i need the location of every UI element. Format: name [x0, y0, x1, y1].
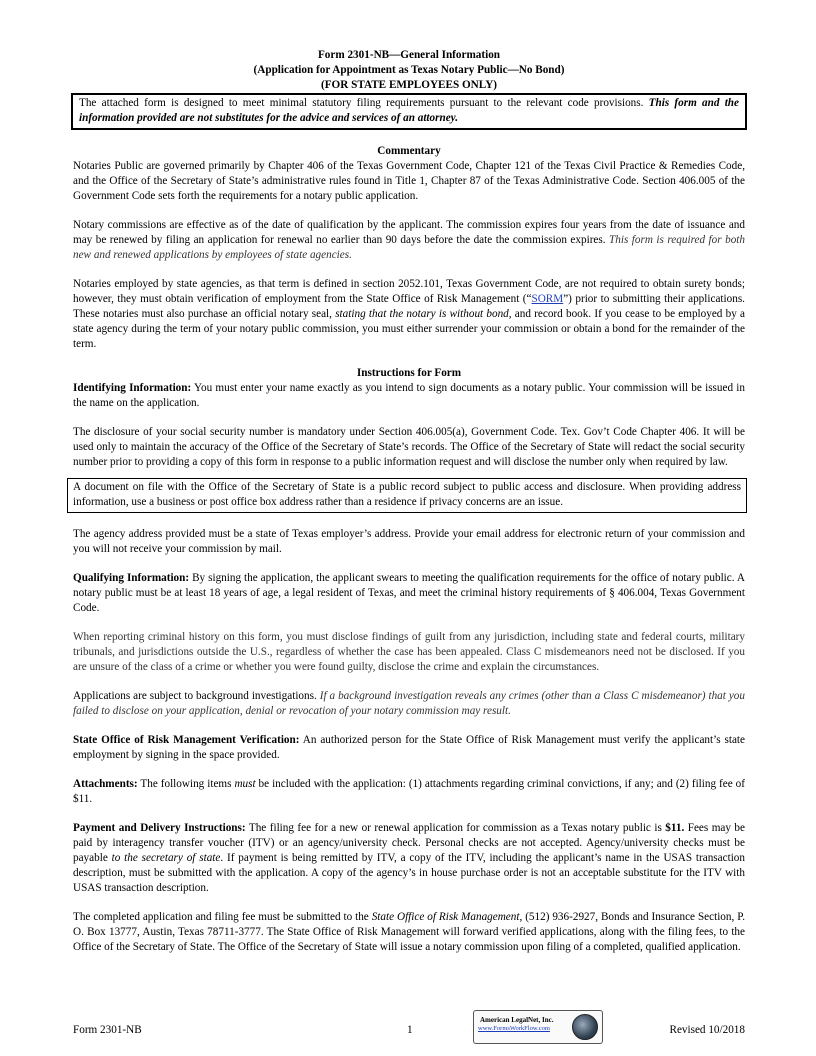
logo-url: www.FormsWorkFlow.com	[478, 1025, 550, 1032]
sorm-verification	[73, 733, 745, 763]
attachments-text-1: The following items	[137, 778, 235, 790]
footer-revised-date: Revised 10/2018	[669, 1024, 745, 1036]
commentary-p3-text-b: ”) prior to submitting their applications. These notaries must also purchase an official notary seal,	[73, 293, 745, 320]
attachments	[73, 777, 745, 807]
sorm-link[interactable]: SORM	[531, 293, 564, 305]
footer-form-id: Form 2301-NB	[73, 1024, 142, 1036]
identifying-information	[73, 381, 745, 411]
criminal-history-text: When reporting criminal history on this form, you must disclose findings of guilt from any jurisdiction, including state and federal courts, military tribunals, and jurisdictions outside the U.S., regardless of whether the case has been appealed. Class C misdemeanors need not be disclosed. If you are unsure of the class of a crime or whether you were found guilty, disclose the crime and explain the circumstances.	[73, 631, 745, 673]
attachments-text-2: be included with the application: (1) attachments regarding criminal convictions, if any; and (2) filing fee of $11.	[73, 778, 745, 805]
identifying-text: You must enter your name exactly as you intend to sign documents as a notary public. Your commission will be issued in the name on the application.	[73, 382, 745, 409]
disclaimer-bold-italic: This form and the information provided are not substitutes for the advice and services of an attorney.	[79, 97, 739, 124]
payment-text-1: The filing fee for a new or renewal application for commission as a Texas notary public is	[245, 822, 666, 834]
qualifying-label: Qualifying Information:	[73, 572, 190, 584]
commentary-paragraph-2	[73, 218, 745, 263]
agency-address-text: The agency address provided must be a state of Texas employer’s address. Provide your email address for electronic return of your commission and you will not receive your commission by mail.	[73, 528, 745, 555]
payment-instructions	[73, 821, 745, 896]
american-legalnet-logo[interactable]	[473, 1010, 603, 1044]
commentary-p3-text-c: and record book. If you cease to be employed by a state agency during the term of your notary public commission, you must either surrender your commission or obtain a bond for the remainder of the term.	[73, 308, 746, 350]
background-investigation	[73, 689, 745, 719]
background-text: Applications are subject to background investigations.	[73, 690, 320, 702]
logo-company-name: American LegalNet, Inc.	[480, 1016, 554, 1024]
form-subtitle: (Application for Appointment as Texas Notary Public—No Bond)	[253, 64, 565, 76]
sorm-verification-text: An authorized person for the State Office of Risk Management must verify the applicant’s state employment by signing in the space provided.	[73, 734, 745, 761]
form-title: Form 2301-NB—General Information	[317, 49, 501, 61]
submission-text-1: The completed application and filing fee must be submitted to the	[73, 911, 372, 923]
submission-italic: State Office of Risk Management	[371, 911, 520, 923]
ssn-disclosure: The disclosure of your social security number is mandatory under Section 406.005(a), Government Code. Tex. Gov’t Code Chapter 406. It will be used only to maintain the accuracy of the Office of the Secretary of State’s records. The Office of the Secretary of State will redact the social security number prior to providing a copy of this form in response to a public information request and will disclose the number only when required by law.	[73, 426, 745, 468]
identifying-label: Identifying Information:	[73, 382, 192, 394]
footer-page-number: 1	[407, 1024, 413, 1036]
submission-instructions	[73, 910, 745, 955]
attachments-label: Attachments:	[73, 778, 138, 790]
payment-text-2: Fees may be paid by interagency transfer voucher (ITV) or an agency/university check. Personal checks are not accepted. Agency/university checks must be payable	[73, 822, 745, 864]
qualifying-text: By signing the application, the applicant swears to meeting the qualification requirements for the office of notary public. A notary public must be at least 18 years of age, a legal resident of Texas, and meet the criminal history requirements of § 406.004, Texas Government Code.	[73, 572, 745, 614]
payment-label: Payment and Delivery Instructions:	[73, 822, 246, 834]
commentary-p2-text: Notary commissions are effective as of the date of qualification by the applicant. The commission expires four years from the date of issuance and may be renewed by filing an application for renewal no earlier than 90 days before the date the commission expires.	[73, 219, 745, 246]
disclaimer-box	[71, 93, 747, 130]
globe-icon	[572, 1014, 598, 1040]
commentary-p3-text-a: Notaries employed by state agencies, as that term is defined in section 2052.101, Texas Government Code, are not required to obtain surety bonds; however, they must obtain verification of employment from the State Office of Risk Management (“	[73, 278, 745, 305]
submission-text-2: , (512) 936-2927, Bonds and Insurance Section, P. O. Box 13777, Austin, Texas 78711-3777. The State Office of Risk Management will forward verified applications, along with the filing fees, to the Office of the Secretary of State. The Office of the Secretary of State will issue a notary commission upon filing of a completed, qualified application.	[73, 911, 745, 953]
sorm-verification-label: State Office of Risk Management Verification:	[73, 734, 300, 746]
qualifying-information	[73, 571, 745, 616]
page-footer	[73, 1016, 745, 1042]
commentary-heading: Commentary	[377, 145, 441, 157]
commentary-paragraph-1: Notaries Public are governed primarily by Chapter 406 of the Texas Government Code, Chapter 121 of the Texas Civil Practice & Remedies Code, and the Office of the Secretary of State’s administrative rules found in Title 1, Chapter 87 of the Texas Administrative Code. Section 406.005 of the Government Code sets forth the requirements for a notary public application.	[73, 160, 745, 202]
public-record-box: A document on file with the Office of the Secretary of State is a public record subject to public access and disclosure. When providing address information, use a business or post office box address rather than a residence if privacy concerns are an issue.	[67, 478, 747, 513]
payment-italic: to the secretary of state	[111, 852, 221, 864]
disclaimer-text: The attached form is designed to meet minimal statutory filing requirements pursuant to the relevant code provisions.	[79, 97, 649, 109]
payment-fee: $11.	[665, 822, 685, 834]
document-page	[73, 48, 745, 955]
commentary-paragraph-3	[73, 277, 745, 352]
attachments-italic: must	[234, 778, 256, 790]
instructions-heading: Instructions for Form	[356, 367, 462, 379]
commentary-p3-italic: stating that the notary is without bond,	[335, 308, 512, 320]
background-italic: If a background investigation reveals any crimes (other than a Class C misdemeanor) that you failed to disclose on your application, denial or revocation of your notary commission may result.	[73, 690, 745, 717]
commentary-p2-italic: This form is required for both new and renewed applications by employees of state agencies.	[73, 234, 745, 261]
payment-text-3: . If payment is being remitted by ITV, a copy of the ITV, including the applicant’s name in the USAS transaction description, must be submitted with the application. A copy of the agency’s in house purchase order is not an acceptable substitute for the ITV with USAS transaction description.	[73, 852, 745, 894]
form-subtitle-state-employees: (FOR STATE EMPLOYEES ONLY)	[320, 79, 498, 91]
